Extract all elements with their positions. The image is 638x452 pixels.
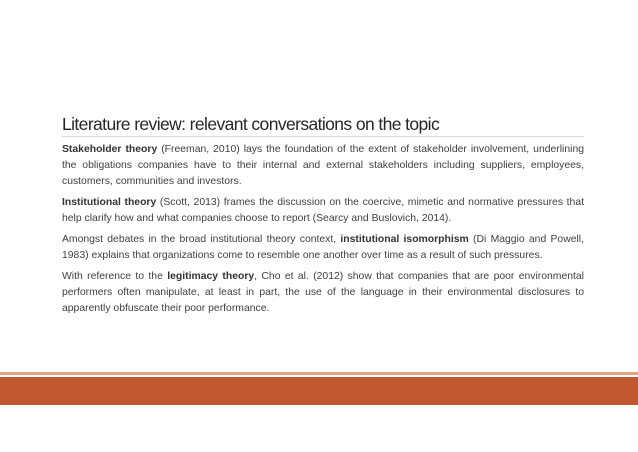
slide-body: [62, 142, 584, 322]
paragraph-text: Amongst debates in the broad institutional theory context,: [62, 234, 341, 245]
key-term: legitimacy theory: [167, 271, 255, 282]
paragraph-text: With reference to the: [62, 271, 168, 282]
paragraph-text: (Scott, 2013) frames the discussion on the coercive, mimetic and normative pressures that help clarify how and what companies choose to report (Searcy and Buslovich, 2014).: [62, 197, 584, 224]
key-term: Stakeholder theory: [62, 144, 158, 155]
paragraph-institutional-isomorphism: [62, 232, 584, 264]
paragraph-text: (Di Maggio and Powell, 1983) explains that organizations come to resemble one another over time as a result of such pressures.: [62, 234, 584, 261]
footer-accent-line: [0, 372, 638, 375]
paragraph-legitimacy-theory: [62, 269, 584, 317]
slide-title: Literature review: relevant conversations on the topic: [62, 114, 440, 134]
key-term: Institutional theory: [62, 197, 157, 208]
paragraph-institutional-theory: [62, 195, 584, 227]
paragraph-text: , Cho et al. (2012) show that companies that are poor environmental performers often manipulate, at least in part, the use of the language in their environmental disclosures to apparently obfuscate their poor performance.: [62, 271, 584, 314]
paragraph-text: (Freeman, 2010) lays the foundation of the extent of stakeholder involvement, underlining the obligations companies have to their internal and external stakeholders including suppliers, employees, customers, communities and investors.: [62, 144, 584, 187]
paragraph-stakeholder-theory: [62, 142, 584, 190]
key-term: institutional isomorphism: [340, 234, 469, 245]
title-divider: [62, 136, 584, 137]
footer-accent-band: [0, 377, 638, 405]
